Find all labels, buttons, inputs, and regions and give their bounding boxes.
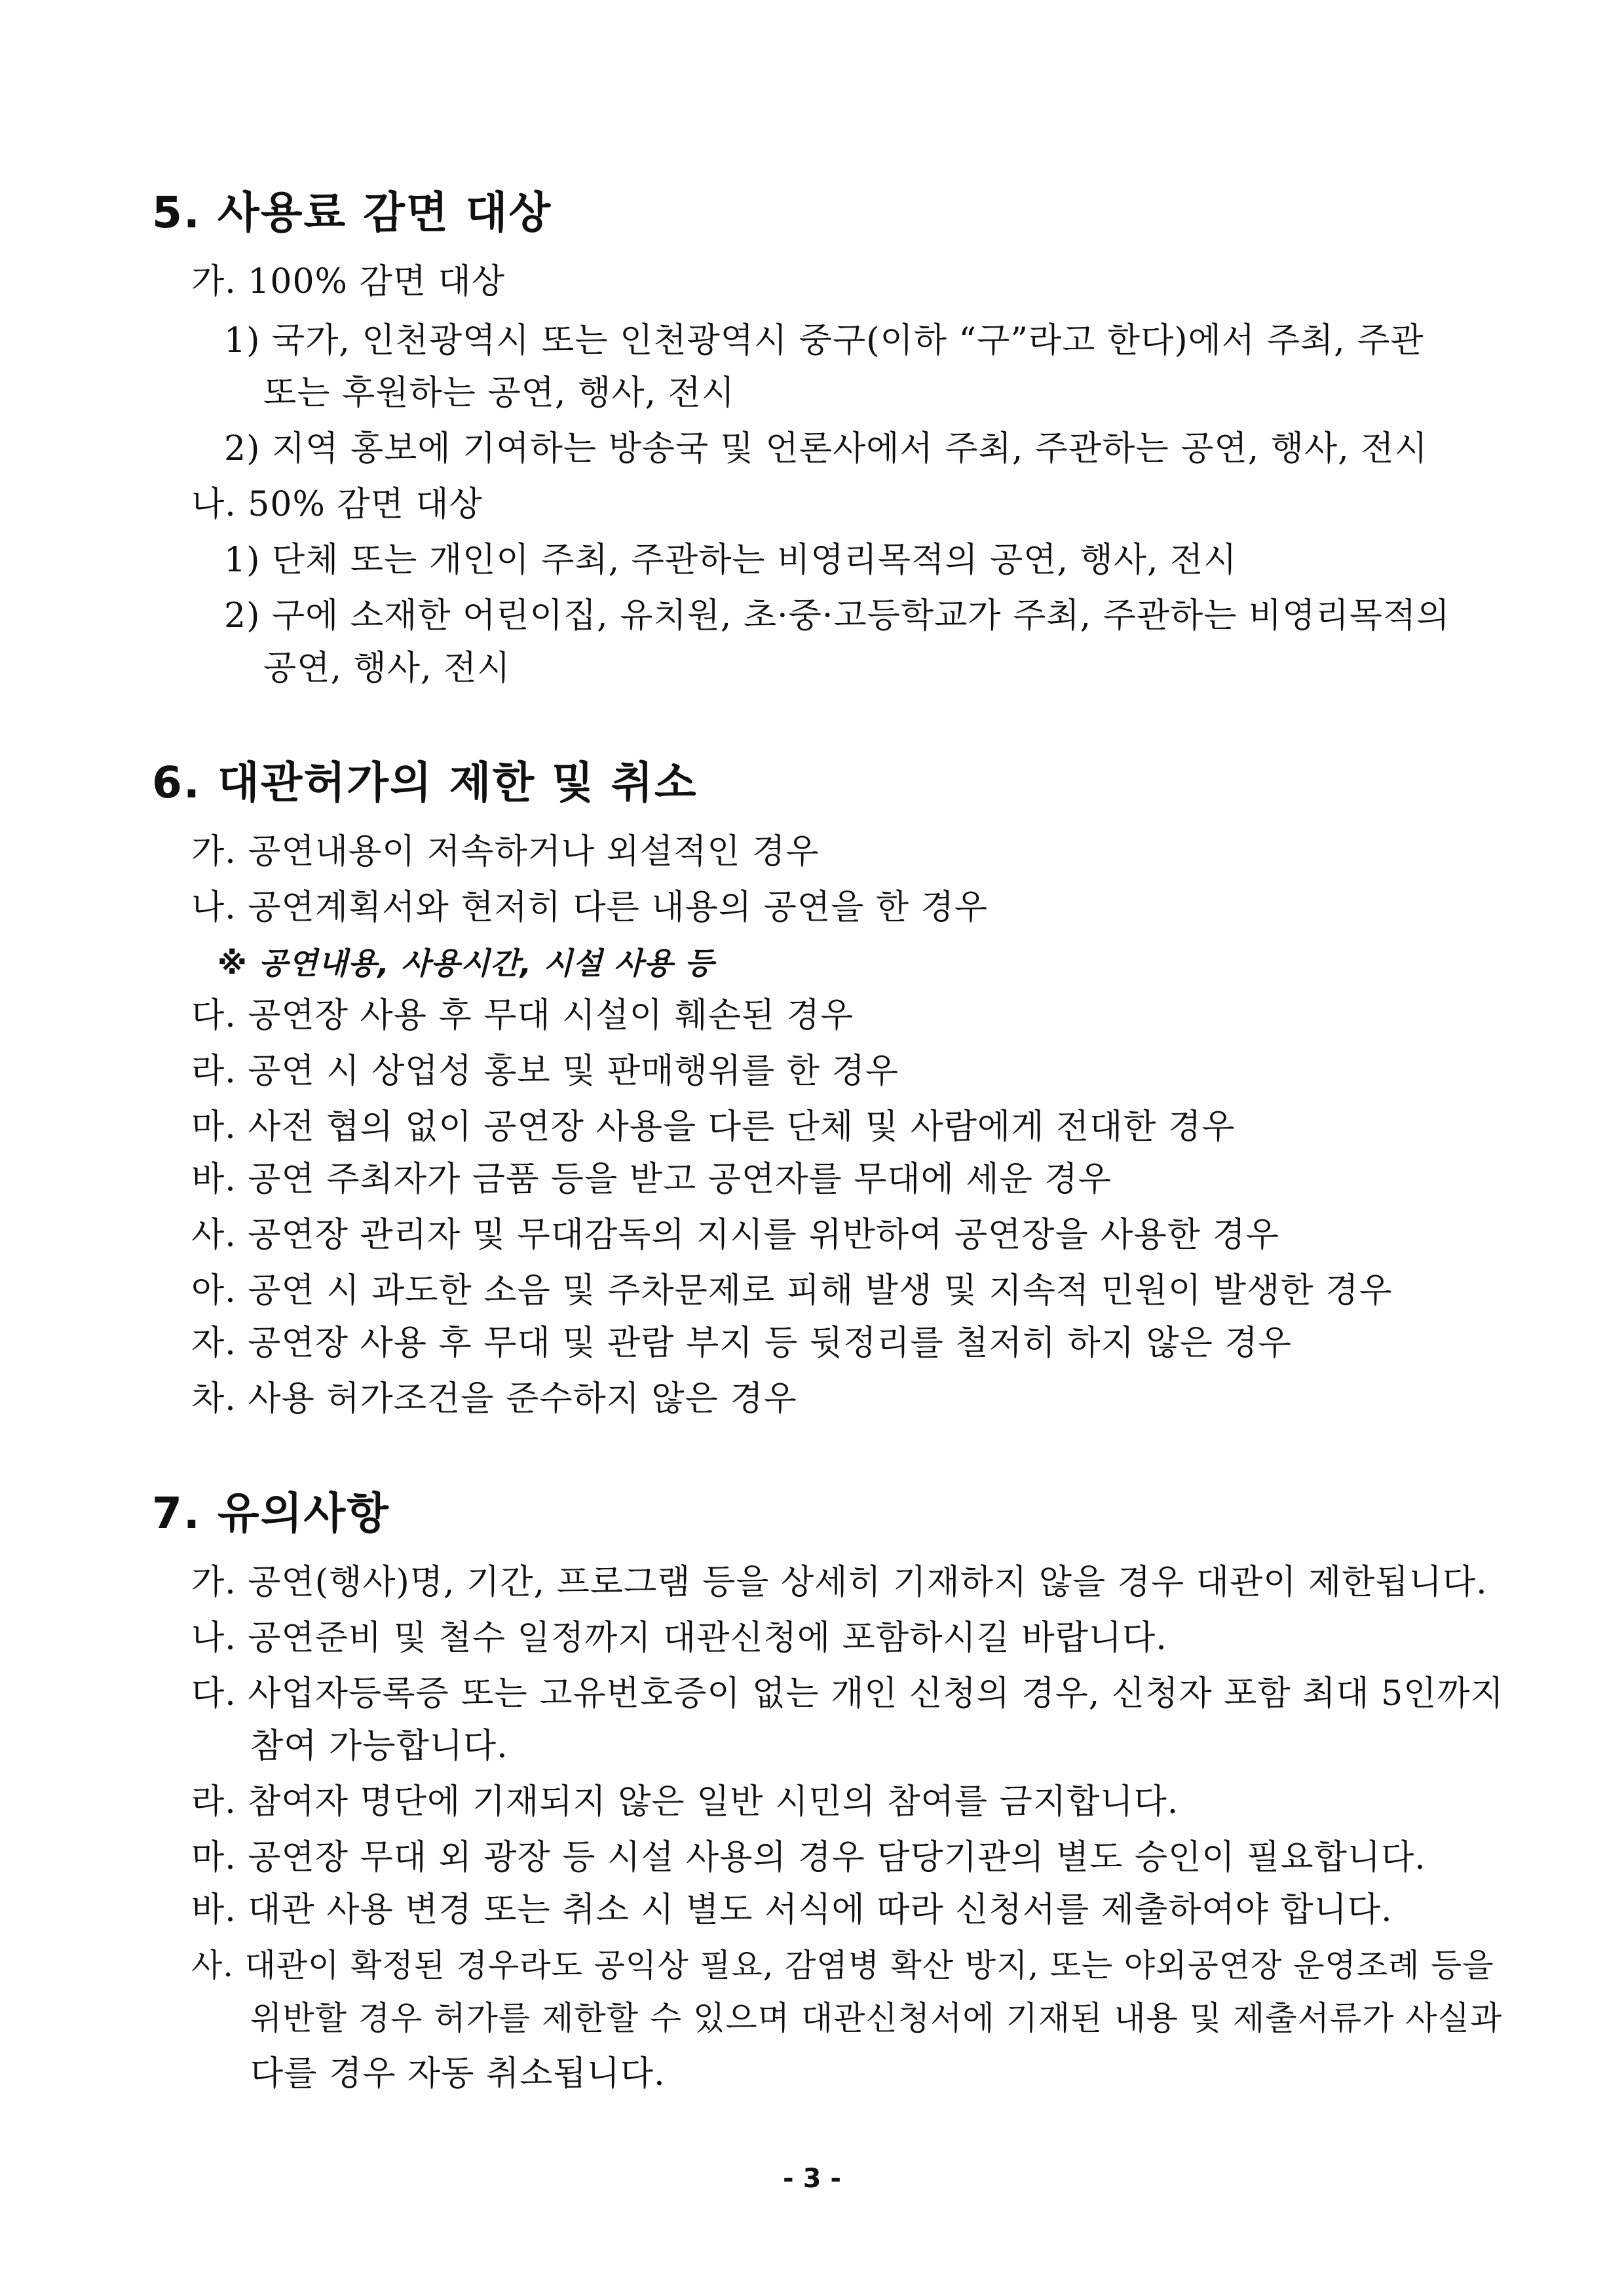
section-6-item-ma: 마. 사전 협의 없이 공연장 사용을 다른 단체 및 사람에게 전대한 경우 [191,1107,1236,1147]
section-6-item-ba: 바. 공연 주최자가 금품 등을 받고 공연자를 무대에 세운 경우 [191,1160,1112,1199]
section-6-item-cha: 차. 사용 허가조건을 준수하지 않은 경우 [191,1379,797,1419]
section-7-heading: 7. 유의사항 [152,1488,390,1539]
section-6-item-ja: 자. 공연장 사용 후 무대 및 관람 부지 등 뒷정리를 철저히 하지 않은 경우 [191,1324,1292,1363]
page-number: - 3 - [783,2164,841,2194]
section-6-item-na: 나. 공연계획서와 현저히 다른 내용의 공연을 한 경우 [191,888,989,927]
section-6-item-da: 다. 공연장 사용 후 무대 시설이 훼손된 경우 [191,996,854,1035]
section-7-item-sa: 사. 대관이 확정된 경우라도 공익상 필요, 감염병 확산 방지, 또는 야외공연장 운영조례 등을 [191,1947,1494,1984]
section-5-subitem-1-cont: 또는 후원하는 공연, 행사, 전시 [263,373,735,413]
section-5-subitem-4-cont: 공연, 행사, 전시 [263,649,511,688]
section-5-subitem-1: 1) 국가, 인천광역시 또는 인천광역시 중구(이하 “구”라고 한다)에서 주최, 주관 [224,321,1424,360]
section-7-item-da: 다. 사업자등록증 또는 고유번호증이 없는 개인 신청의 경우, 신청자 포함 최대 5인까지 [191,1674,1504,1713]
section-6-heading: 6. 대관허가의 제한 및 취소 [152,757,698,808]
section-5-item-na: 나. 50% 감면 대상 [191,485,483,524]
section-7-item-da-cont: 참여 가능합니다. [250,1727,508,1766]
section-7-item-sa-cont-1: 위반할 경우 허가를 제한할 수 있으며 대관신청서에 기재된 내용 및 제출서류가 사실과 [250,1999,1503,2037]
section-6-note: ※ 공연내용, 사용시간, 시설 사용 등 [217,946,715,981]
section-7-item-ra: 라. 참여자 명단에 기재되지 않은 일반 시민의 참여를 금지합니다. [191,1782,1179,1822]
section-7-item-ma: 마. 공연장 무대 외 광장 등 시설 사용의 경우 담당기관의 별도 승인이 필요합니다. [191,1838,1426,1877]
section-6-item-ga: 가. 공연내용이 저속하거나 외설적인 경우 [191,832,820,871]
section-5-heading: 5. 사용료 감면 대상 [152,187,552,238]
section-7-item-ba: 바. 대관 사용 변경 또는 취소 시 별도 서식에 따라 신청서를 제출하여야 합니다. [191,1890,1393,1930]
section-5-subitem-4: 2) 구에 소재한 어린이집, 유치원, 초·중·고등학교가 주최, 주관하는 비영리목적의 [224,596,1450,636]
section-6-item-a: 아. 공연 시 과도한 소음 및 주차문제로 피해 발생 및 지속적 민원이 발생한 경우 [191,1271,1393,1311]
section-7-item-sa-cont-2: 다를 경우 자동 취소됩니다. [250,2054,666,2094]
section-5-subitem-2: 2) 지역 홍보에 기여하는 방송국 및 언론사에서 주최, 주관하는 공연, 행사, 전시 [224,429,1428,469]
section-6-item-sa: 사. 공연장 관리자 및 무대감독의 지시를 위반하여 공연장을 사용한 경우 [191,1215,1280,1255]
section-7-item-na: 나. 공연준비 및 철수 일정까지 대관신청에 포함하시길 바랍니다. [191,1618,1167,1658]
section-6-item-ra: 라. 공연 시 상업성 홍보 및 판매행위를 한 경우 [191,1052,899,1091]
section-5-item-ga: 가. 100% 감면 대상 [191,262,505,301]
section-5-subitem-3: 1) 단체 또는 개인이 주최, 주관하는 비영리목적의 공연, 행사, 전시 [224,541,1237,580]
section-7-item-ga: 가. 공연(행사)명, 기간, 프로그램 등을 상세히 기재하지 않을 경우 대관이 제한됩니다. [191,1563,1488,1602]
